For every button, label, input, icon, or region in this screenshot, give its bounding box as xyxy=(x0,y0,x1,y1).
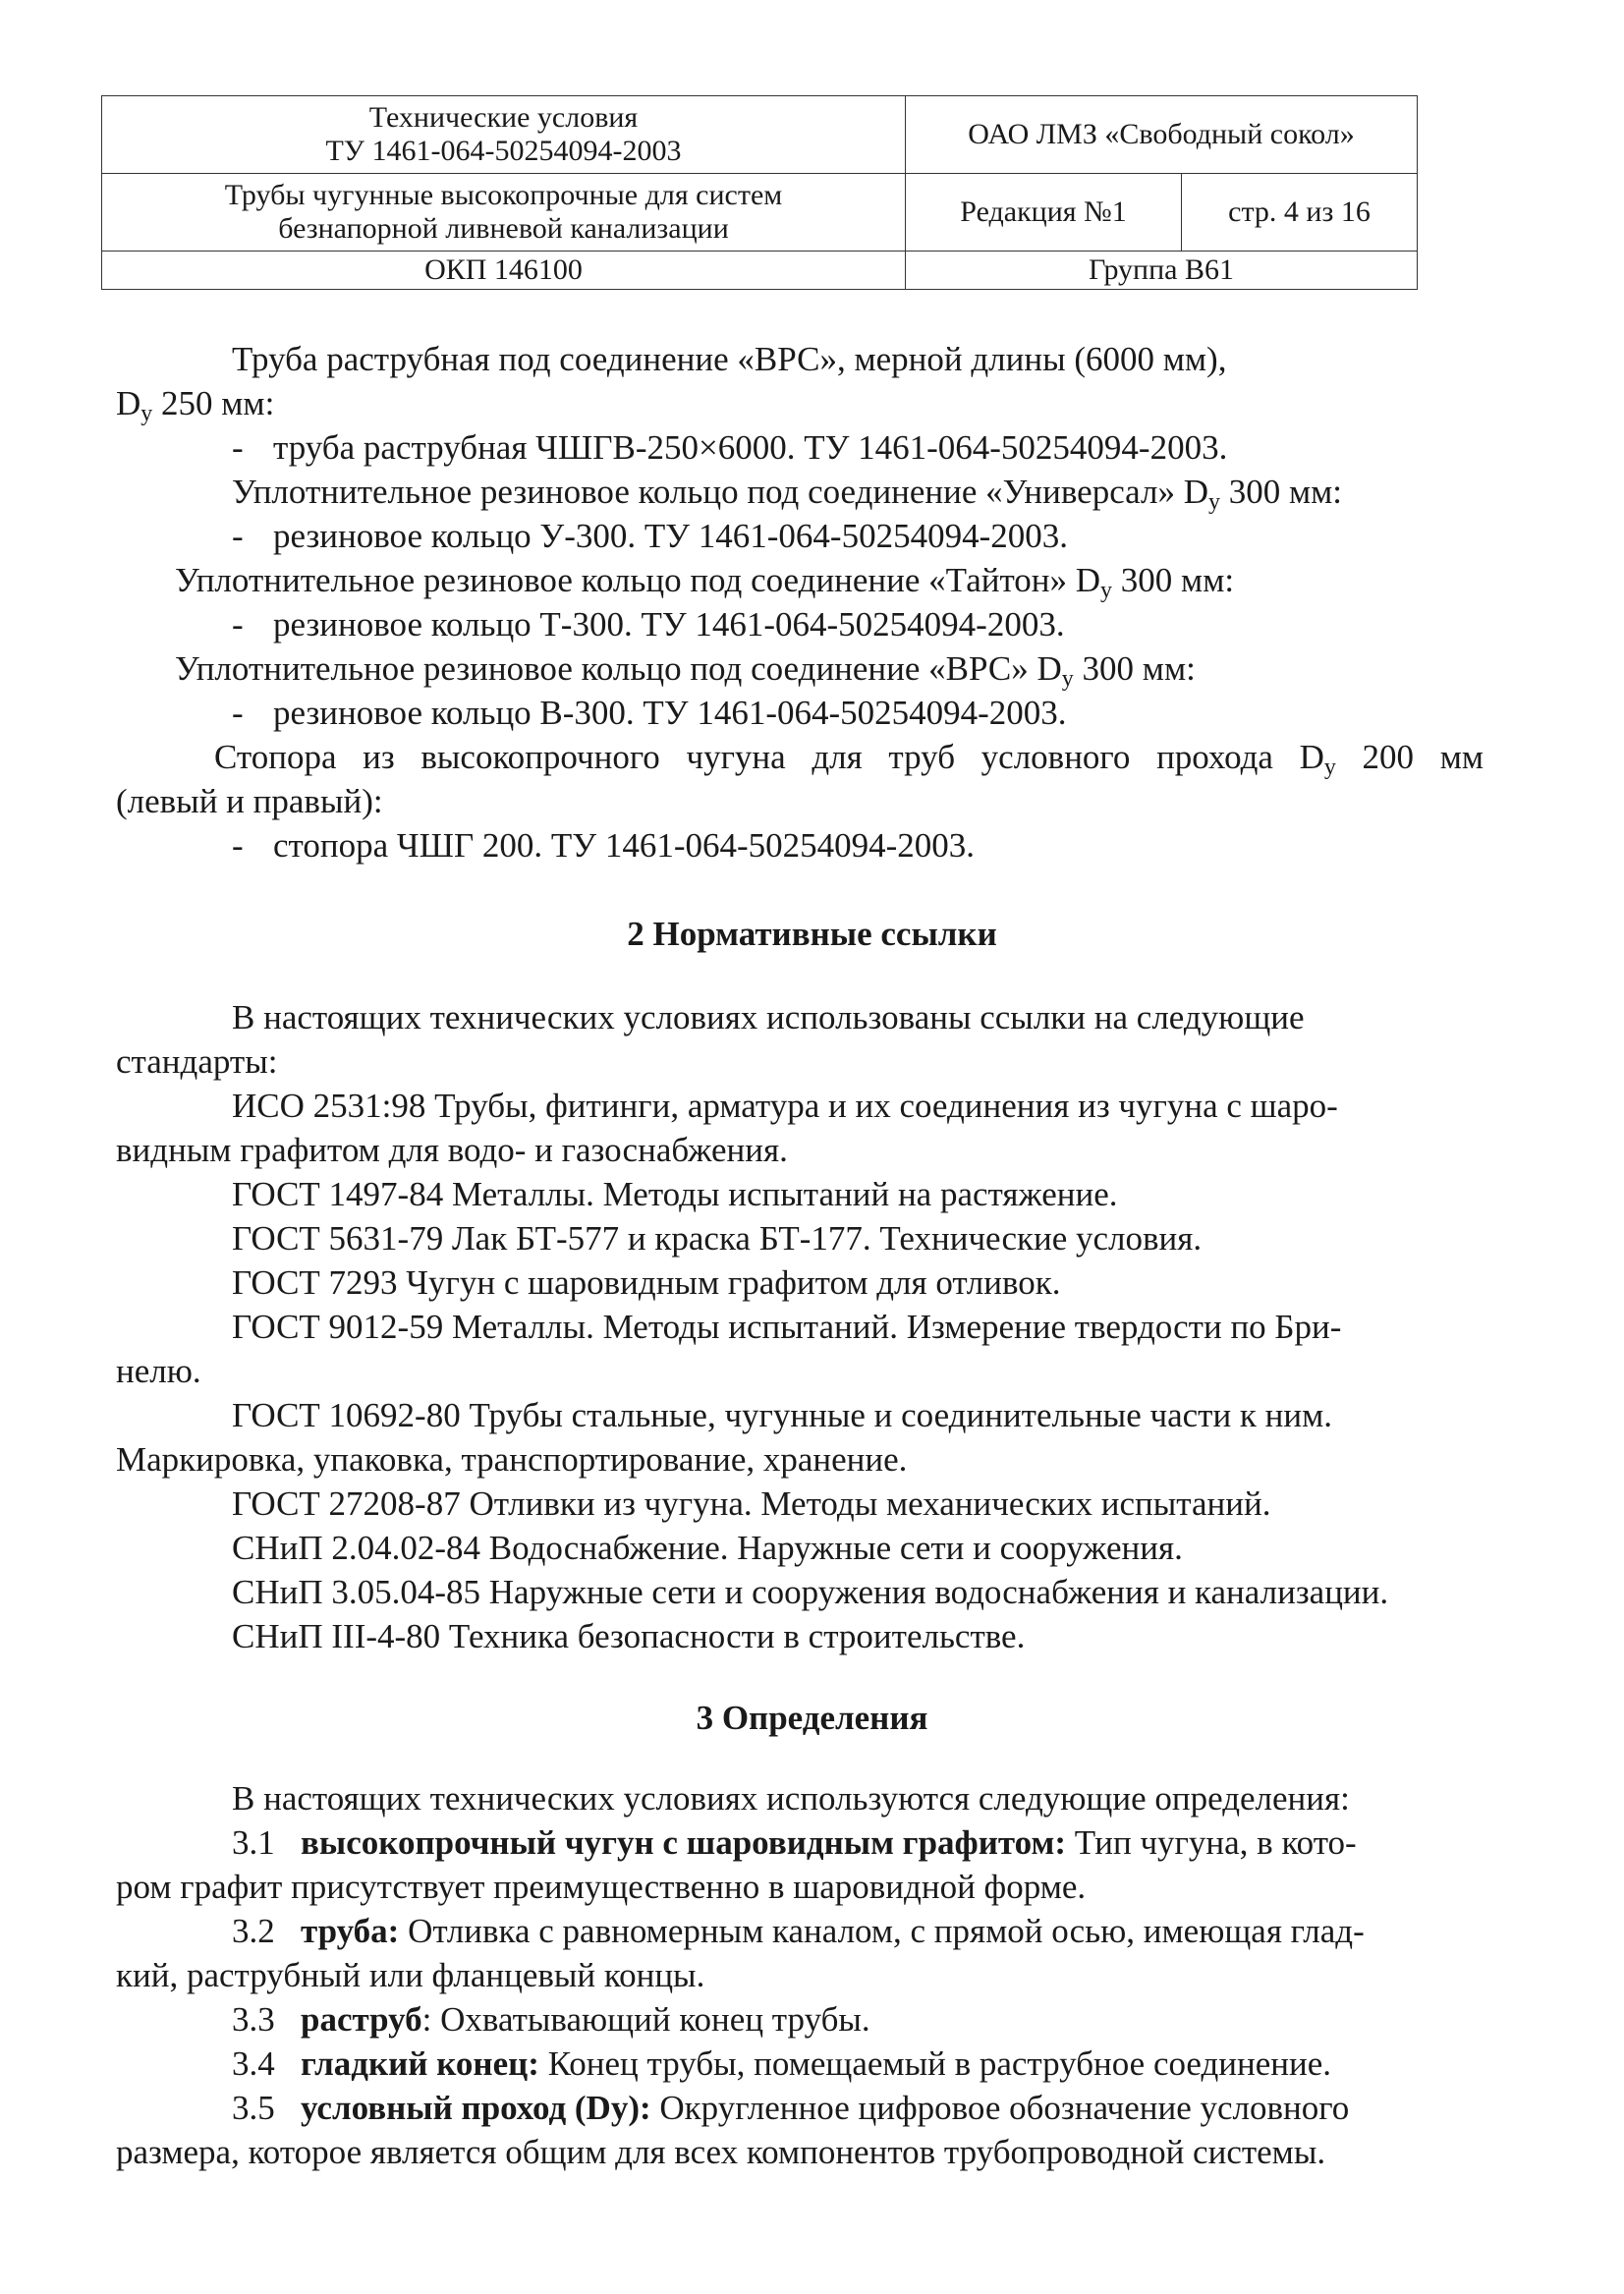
list-item-ring-v xyxy=(232,691,1624,735)
definition-3-5 xyxy=(232,2086,1624,2130)
list-item-text: резиновое кольцо В-300. ТУ 1461-064-50254094-2003. xyxy=(273,694,1067,732)
section-3-intro: В настоящих технических условиях используются следующие определения: xyxy=(232,1779,1350,1818)
section-2-line: Маркировка, упаковка, транспортирование, хранение. xyxy=(116,1440,908,1479)
document-header-table xyxy=(101,95,1418,290)
page-cell xyxy=(1182,174,1418,252)
intro-line-8-text: Уплотнительное резиновое кольцо под соединение «ВРС» D xyxy=(175,649,1062,688)
group-code: Группа В61 xyxy=(1089,253,1234,286)
edition-label: Редакция №1 xyxy=(960,196,1127,228)
header-title-cell xyxy=(102,96,906,174)
intro-line-11 xyxy=(116,779,1531,823)
okp-cell xyxy=(102,252,906,290)
product-line-2: безнапорной ливневой канализации xyxy=(278,212,729,245)
dy-subscript: у xyxy=(1100,578,1113,603)
dy-subscript: у xyxy=(1061,666,1074,692)
list-item-text: резиновое кольцо Т-300. ТУ 1461-064-50254094-2003. xyxy=(273,605,1065,643)
list-dash: - xyxy=(232,428,244,467)
list-dash: - xyxy=(232,517,244,555)
product-cell xyxy=(102,174,906,252)
intro-line-4-suffix: 300 мм: xyxy=(1220,473,1343,511)
intro-line-4-text: Уплотнительное резиновое кольцо под соединение «Универсал» D xyxy=(232,473,1208,511)
section-2-line: ГОСТ 27208-87 Отливки из чугуна. Методы механических испытаний. xyxy=(232,1484,1271,1523)
definition-text: Округленное цифровое обозначение условного xyxy=(650,2089,1350,2127)
section-2-line: ГОСТ 5631-79 Лак БТ-577 и краска БТ-177. Технические условия. xyxy=(232,1219,1203,1258)
list-dash: - xyxy=(232,605,244,643)
dy-subscript: у xyxy=(1323,755,1336,780)
section-3-heading: 3 Определения xyxy=(696,1699,928,1737)
list-item-stopper xyxy=(232,823,1624,867)
definition-text: Тип чугуна, в кото- xyxy=(1065,1823,1357,1862)
definition-3-1 xyxy=(232,1820,1624,1865)
section-2-line: ГОСТ 1497-84 Металлы. Методы испытаний на растяжение. xyxy=(232,1175,1118,1213)
product-line-1: Трубы чугунные высокопрочные для систем xyxy=(224,179,783,211)
definition-text: Конец трубы, помещаемый в раструбное соединение. xyxy=(538,2044,1332,2083)
section-2-line: СНиП 2.04.02-84 Водоснабжение. Наружные сети и сооружения. xyxy=(232,1529,1183,1567)
list-item-text: стопора ЧШГ 200. ТУ 1461-064-50254094-2003. xyxy=(273,826,976,865)
intro-line-6-suffix: 300 мм: xyxy=(1112,561,1235,599)
intro-line-8-suffix: 300 мм: xyxy=(1073,649,1196,688)
list-dash: - xyxy=(232,826,244,865)
section-2-line: СНиП III-4-80 Техника безопасности в строительстве. xyxy=(232,1617,1026,1655)
list-item-ring-u xyxy=(232,514,1624,558)
intro-line-1-text: Труба раструбная под соединение «ВРС», мерной длины (6000 мм), xyxy=(232,340,1227,378)
section-2-line: нелю. xyxy=(116,1352,201,1390)
definition-term: высокопрочный чугун с шаровидным графитом: xyxy=(301,1823,1066,1862)
definition-text: Отливка с равномерным каналом, с прямой осью, имеющая глад- xyxy=(399,1912,1365,1950)
section-2-line: В настоящих технических условиях использованы ссылки на следующие xyxy=(232,998,1305,1036)
intro-line-1 xyxy=(232,337,1624,381)
section-2-line: ГОСТ 7293 Чугун с шаровидным графитом для отливок. xyxy=(232,1263,1061,1302)
tech-conditions-label: Технические условия xyxy=(368,101,639,134)
definition-term: труба: xyxy=(301,1912,400,1950)
list-item-text: резиновое кольцо У-300. ТУ 1461-064-50254094-2003. xyxy=(273,517,1068,555)
definition-term: условный проход (Dy): xyxy=(301,2089,651,2127)
section-2-line: стандарты: xyxy=(116,1042,278,1081)
intro-line-6-text: Уплотнительное резиновое кольцо под соединение «Тайтон» D xyxy=(175,561,1101,599)
intro-line-10-suffix: 200 мм xyxy=(1335,738,1484,776)
definition-text: : Охватывающий конец трубы. xyxy=(421,2000,870,2039)
definition-number: 3.3 xyxy=(232,2000,275,2039)
intro-line-10 xyxy=(214,735,1484,779)
intro-line-11-text: (левый и правый): xyxy=(116,782,383,820)
definition-3-2-cont: кий, раструбный или фланцевый концы. xyxy=(116,1956,705,1994)
definition-number: 3.4 xyxy=(232,2044,275,2083)
section-2-line: видным графитом для водо- и газоснабжения. xyxy=(116,1131,788,1169)
dy-letter: D xyxy=(116,384,141,422)
definition-3-4 xyxy=(232,2042,1624,2086)
definition-3-5-cont: размера, которое является общим для всех компонентов трубопроводной системы. xyxy=(116,2133,1326,2171)
list-dash: - xyxy=(232,694,244,732)
okp-code: ОКП 146100 xyxy=(424,253,583,286)
section-2-line: ГОСТ 10692-80 Трубы стальные, чугунные и соединительные части к ним. xyxy=(232,1396,1333,1434)
section-2-line: СНиП 3.05.04-85 Наружные сети и сооружения водоснабжения и канализации. xyxy=(232,1573,1389,1611)
dy-subscript: у xyxy=(1208,489,1220,515)
section-2-line: ГОСТ 9012-59 Металлы. Методы испытаний. Измерение твердости по Бри- xyxy=(232,1308,1342,1346)
intro-line-8 xyxy=(175,646,1590,691)
intro-line-10-text: Стопора из высокопрочного чугуна для труб условного прохода D xyxy=(214,738,1324,776)
edition-cell xyxy=(906,174,1182,252)
definition-3-1-cont: ром графит присутствует преимущественно в шаровидной форме. xyxy=(116,1868,1087,1906)
company-name: ОАО ЛМЗ «Свободный сокол» xyxy=(968,118,1355,150)
section-2-line: ИСО 2531:98 Трубы, фитинги, арматура и их соединения из чугуна с шаро- xyxy=(232,1087,1338,1125)
dy-subscript: у xyxy=(140,401,153,426)
definition-number: 3.5 xyxy=(232,2089,275,2127)
intro-line-2 xyxy=(116,381,1531,425)
definition-term: раструб xyxy=(301,2000,422,2039)
tu-number: ТУ 1461-064-50254094-2003 xyxy=(325,135,682,167)
page-number: стр. 4 из 16 xyxy=(1228,196,1371,228)
list-item-ring-t xyxy=(232,602,1624,646)
group-cell xyxy=(906,252,1418,290)
intro-line-2-text: 250 мм: xyxy=(152,384,275,422)
intro-line-6 xyxy=(175,558,1590,602)
definition-number: 3.2 xyxy=(232,1912,275,1950)
company-cell xyxy=(906,96,1418,174)
list-item-pipe xyxy=(232,425,1624,470)
intro-line-4 xyxy=(232,470,1624,514)
definition-3-3 xyxy=(232,1997,1624,2042)
definition-3-2 xyxy=(232,1909,1624,1953)
definition-number: 3.1 xyxy=(232,1823,275,1862)
definition-term: гладкий конец: xyxy=(301,2044,539,2083)
section-2-heading: 2 Нормативные ссылки xyxy=(627,915,997,953)
list-item-text: труба раструбная ЧШГВ-250×6000. ТУ 1461-064-50254094-2003. xyxy=(273,428,1228,467)
